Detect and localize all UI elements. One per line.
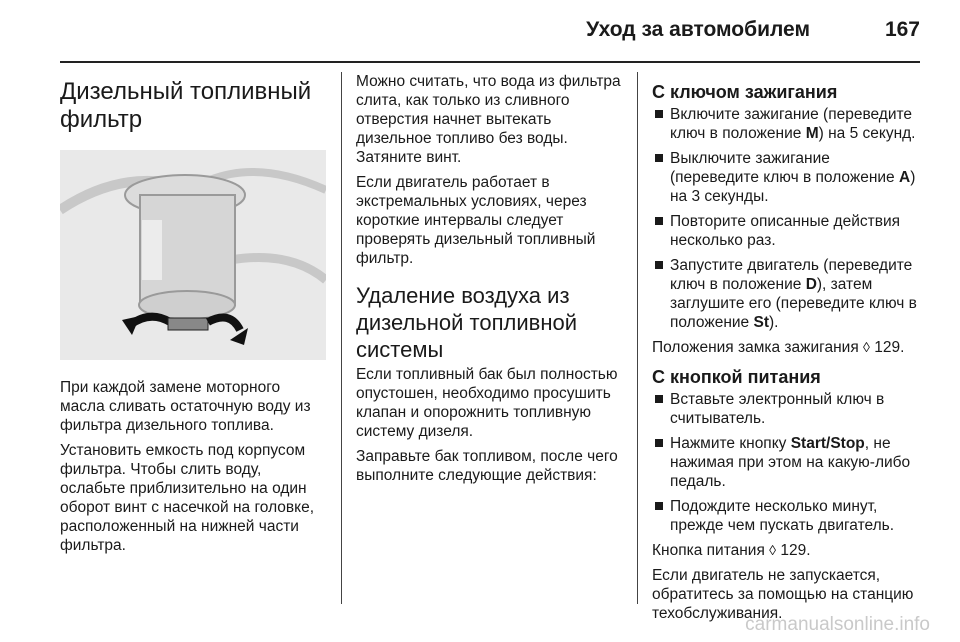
cross-reference[interactable]: Кнопка питания ◊ 129. bbox=[652, 542, 811, 559]
header-title: Уход за автомобилем bbox=[586, 18, 810, 41]
column-3 bbox=[652, 72, 922, 629]
list-item: Выключите зажигание (переведите ключ в положение A) на 3 секунды. bbox=[652, 149, 922, 206]
paragraph: Можно считать, что вода из фильтра слита, как только из сливного отверстия начнет вытекать дизельное топливо без воды. Затяните винт. bbox=[356, 73, 621, 166]
column-1 bbox=[60, 72, 326, 561]
subheading-ignition-key: С ключом зажигания bbox=[652, 82, 838, 102]
subheading-power-button: С кнопкой питания bbox=[652, 367, 821, 387]
paragraph: Если двигатель не запускается, обратитесь за помощью на станцию техобслуживания. bbox=[652, 567, 914, 622]
column-rule-1 bbox=[341, 72, 342, 604]
fuel-filter-illustration bbox=[60, 150, 326, 360]
paragraph: Заправьте бак топливом, после чего выполните следующие действия: bbox=[356, 448, 618, 484]
paragraph: При каждой замене моторного масла сливать остаточную воду из фильтра дизельного топлива. bbox=[60, 379, 311, 434]
power-button-steps bbox=[652, 390, 922, 535]
list-item: Вставьте электронный ключ в считыватель. bbox=[652, 390, 922, 428]
cross-reference[interactable]: Положения замка зажигания ◊ 129. bbox=[652, 339, 905, 356]
paragraph: Если топливный бак был полностью опустошен, необходимо просушить клапан и опорожнить топливную систему дизеля. bbox=[356, 366, 618, 440]
section-title: Дизельный топливный фильтр bbox=[60, 78, 312, 133]
list-item: Запустите двигатель (переведите ключ в положение D), затем заглушите его (переведите ключ в положение St). bbox=[652, 256, 922, 332]
list-item: Подождите несколько минут, прежде чем пускать двигатель. bbox=[652, 497, 922, 535]
paragraph: Установить емкость под корпусом фильтра. Чтобы слить воду, ослабьте приблизительно на один оборот винт с насечкой на головке, расположенный на нижней части фильтра. bbox=[60, 442, 315, 554]
reference-arrow-icon: ◊ bbox=[769, 542, 777, 558]
watermark: carmanualsonline.info bbox=[745, 614, 930, 635]
list-item: Повторите описанные действия несколько раз. bbox=[652, 212, 922, 250]
section-heading: Удаление воздуха из дизельной топливной системы bbox=[356, 283, 578, 362]
list-item: Нажмите кнопку Start/Stop, не нажимая при этом на какую-либо педаль. bbox=[652, 434, 922, 491]
reference-arrow-icon: ◊ bbox=[863, 339, 870, 355]
column-rule-2 bbox=[637, 72, 638, 604]
page-number: 167 bbox=[884, 18, 920, 41]
column-2 bbox=[356, 72, 622, 491]
ignition-key-steps bbox=[652, 105, 922, 332]
header-rule bbox=[60, 61, 920, 63]
list-item: Включите зажигание (переведите ключ в положение M) на 5 секунд. bbox=[652, 105, 922, 143]
paragraph: Если двигатель работает в экстремальных условиях, через короткие интервалы следует проверять дизельный топливный фильтр. bbox=[356, 174, 596, 267]
